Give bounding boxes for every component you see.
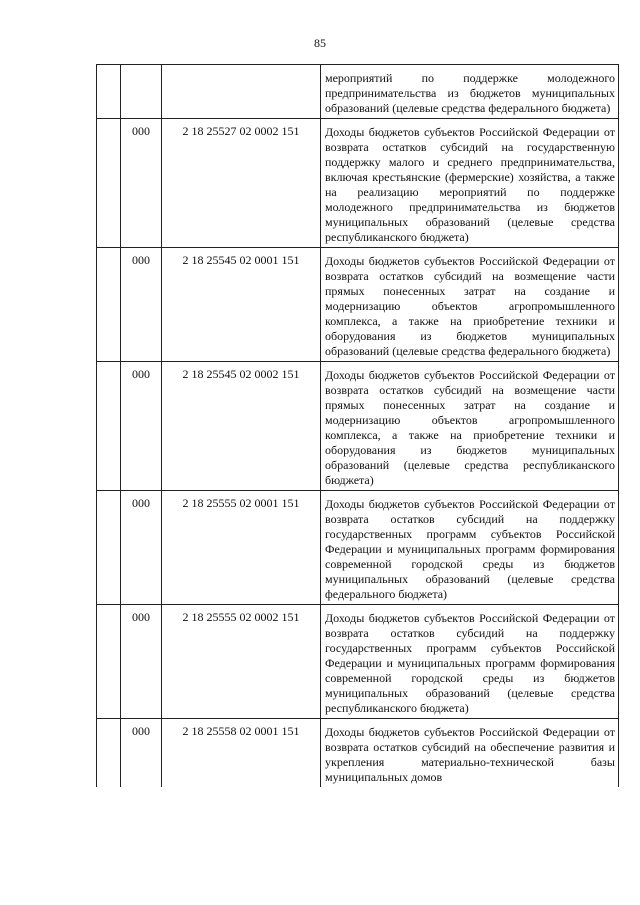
table-row <box>97 248 619 362</box>
admin-code-cell: 000 <box>121 248 162 362</box>
table-row <box>97 119 619 248</box>
table-row <box>97 491 619 605</box>
description-cell: Доходы бюджетов субъектов Российской Федерации от возврата остатков субсидий на обеспечение развития и укрепления материально-технической базы муниципальных домов <box>321 719 619 788</box>
description-cell: Доходы бюджетов субъектов Российской Федерации от возврата остатков субсидий на поддержку государственных программ субъектов Российской Федерации и муниципальных программ формирования современной городской среды из бюджетов муниципальных образований (целевые средства федерального бюджета) <box>321 491 619 605</box>
empty-cell <box>97 248 121 362</box>
admin-code-cell: 000 <box>121 605 162 719</box>
description-cell: Доходы бюджетов субъектов Российской Федерации от возврата остатков субсидий на возмещение части прямых понесенных затрат на создание и модернизацию объектов агропромышленного комплекса, а также на приобретение техники и оборудования из бюджетов муниципальных образований (целевые средства республиканского бюджета) <box>321 362 619 491</box>
empty-cell <box>97 605 121 719</box>
empty-cell <box>97 491 121 605</box>
empty-cell <box>97 719 121 788</box>
kbk-code-cell: 2 18 25527 02 0002 151 <box>162 119 321 248</box>
empty-cell <box>97 362 121 491</box>
empty-cell <box>97 119 121 248</box>
admin-code-cell: 000 <box>121 362 162 491</box>
kbk-code-cell: 2 18 25555 02 0001 151 <box>162 491 321 605</box>
budget-classification-table <box>96 64 619 787</box>
description-cell: Доходы бюджетов субъектов Российской Федерации от возврата остатков субсидий на поддержку государственных программ субъектов Российской Федерации и муниципальных программ формирования современной городской среды из бюджетов муниципальных образований (целевые средства республиканского бюджета) <box>321 605 619 719</box>
admin-code-cell <box>121 65 162 119</box>
table-row <box>97 605 619 719</box>
admin-code-cell: 000 <box>121 119 162 248</box>
table-row <box>97 65 619 119</box>
description-cell: мероприятий по поддержке молодежного предпринимательства из бюджетов муниципальных образований (целевые средства федерального бюджета) <box>321 65 619 119</box>
admin-code-cell: 000 <box>121 491 162 605</box>
description-cell: Доходы бюджетов субъектов Российской Федерации от возврата остатков субсидий на государственную поддержку малого и среднего предпринимательства, включая крестьянские (фермерские) хозяйства, а также на реализацию мероприятий по поддержке молодежного предпринимательства из бюджетов муниципальных образований (целевые средства республиканского бюджета) <box>321 119 619 248</box>
kbk-code-cell: 2 18 25555 02 0002 151 <box>162 605 321 719</box>
page-number: 85 <box>314 36 326 50</box>
table-row <box>97 719 619 788</box>
kbk-code-cell: 2 18 25545 02 0002 151 <box>162 362 321 491</box>
description-cell: Доходы бюджетов субъектов Российской Федерации от возврата остатков субсидий на возмещение части прямых понесенных затрат на создание и модернизацию объектов агропромышленного комплекса, а также на приобретение техники и оборудования из бюджетов муниципальных образований (целевые средства федерального бюджета) <box>321 248 619 362</box>
table-row <box>97 362 619 491</box>
empty-cell <box>97 65 121 119</box>
kbk-code-cell: 2 18 25558 02 0001 151 <box>162 719 321 788</box>
kbk-code-cell: 2 18 25545 02 0001 151 <box>162 248 321 362</box>
kbk-code-cell <box>162 65 321 119</box>
admin-code-cell: 000 <box>121 719 162 788</box>
